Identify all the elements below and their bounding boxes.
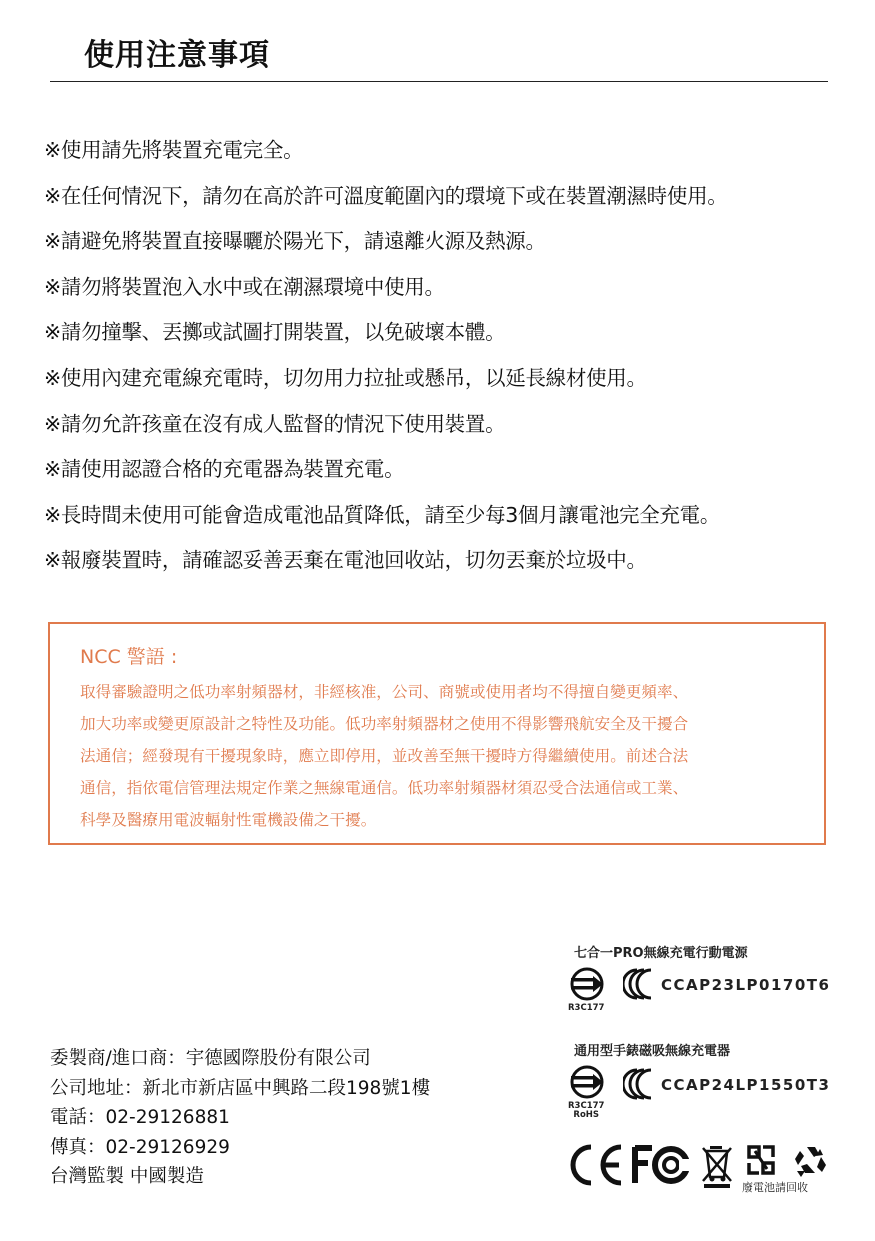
precaution-item: ※請使用認證合格的充電器為裝置充電。 bbox=[44, 457, 405, 482]
fcc-icon bbox=[632, 1143, 692, 1187]
product-name: 通用型手錶磁吸無線充電器 bbox=[574, 1044, 731, 1059]
manufacturer-info bbox=[50, 1044, 430, 1192]
recycle-caption: 廢電池請回收 bbox=[742, 1181, 808, 1194]
bsmi-icon bbox=[567, 966, 607, 1002]
fax-line: 傳真：02-29126929 bbox=[50, 1136, 230, 1158]
importer-line: 委製商/進口商：宇德國際股份有限公司 bbox=[50, 1048, 371, 1069]
precaution-item: ※使用請先將裝置充電完全。 bbox=[44, 138, 304, 162]
origin-line: 台灣監製 中國製造 bbox=[50, 1166, 204, 1187]
precaution-item: ※請勿撞擊、丟擲或試圖打開裝置，以免破壞本體。 bbox=[44, 320, 506, 345]
ncc-warning-box bbox=[48, 622, 826, 845]
rohs-label: RoHS bbox=[573, 1110, 600, 1120]
weee-icon bbox=[700, 1143, 734, 1189]
phone-line: 電話：02-29126881 bbox=[50, 1107, 230, 1128]
precaution-item: ※使用內建充電線充電時，切勿用力拉扯或懸吊，以延長線材使用。 bbox=[44, 365, 647, 390]
precaution-item: ※請勿將裝置泡入水中或在潮濕環境中使用。 bbox=[44, 274, 445, 299]
precautions-list bbox=[44, 128, 864, 584]
product-name: 七合一PRO無線充電行動電源 bbox=[574, 946, 748, 961]
ncc-warning-line: 法通信；經發現有干擾現象時，應立即停用，並改善至無干擾時方得繼續使用。前述合法 bbox=[80, 747, 689, 765]
bsmi-code: R3C177 bbox=[568, 1003, 605, 1013]
precaution-item: ※長時間未使用可能會造成電池品質降低，請至少每3個月讓電池完全充電。 bbox=[44, 502, 721, 527]
page-title: 使用注意事項 bbox=[84, 38, 270, 73]
ncc-warning-title: NCC 警語 : bbox=[80, 646, 178, 668]
bsmi-icon bbox=[567, 1064, 607, 1100]
title-divider bbox=[50, 81, 828, 82]
ce-icon bbox=[565, 1143, 627, 1187]
precaution-item: ※請勿允許孩童在沒有成人監督的情況下使用裝置。 bbox=[44, 411, 506, 436]
precaution-item: ※報廢裝置時，請確認妥善丟棄在電池回收站，切勿丟棄於垃圾中。 bbox=[44, 548, 647, 573]
ncc-warning-line: 加大功率或變更原設計之特性及功能。低功率射頻器材之使用不得影響飛航安全及干擾合 bbox=[80, 715, 689, 733]
bsmi-code-text: R3C177 bbox=[568, 1101, 605, 1111]
ncc-warning-line: 科學及醫療用電波輻射性電機設備之干擾。 bbox=[80, 811, 377, 829]
bsmi-code bbox=[568, 1102, 604, 1120]
recycle-icon bbox=[793, 1143, 829, 1177]
ccap-code: CCAP24LP1550T3 bbox=[661, 1076, 831, 1094]
ncc-warning-line: 通信，指依電信管理法規定作業之無線電通信。低功率射頻器材須忍受合法通信或工業、 bbox=[80, 779, 689, 797]
ncc-icon bbox=[623, 967, 659, 1001]
address-line: 公司地址：新北市新店區中興路二段198號1樓 bbox=[50, 1077, 431, 1099]
ncc-warning-text bbox=[80, 676, 808, 836]
ncc-icon bbox=[623, 1067, 659, 1101]
precaution-item: ※請避免將裝置直接曝曬於陽光下，請遠離火源及熱源。 bbox=[44, 229, 546, 254]
battery-recycle-icon bbox=[743, 1143, 779, 1177]
ccap-code: CCAP23LP0170T6 bbox=[661, 976, 831, 994]
ncc-warning-line: 取得審驗證明之低功率射頻器材，非經核准，公司、商號或使用者均不得擅自變更頻率、 bbox=[80, 683, 689, 701]
precaution-item: ※在任何情況下，請勿在高於許可溫度範圍內的環境下或在裝置潮濕時使用。 bbox=[44, 183, 728, 208]
